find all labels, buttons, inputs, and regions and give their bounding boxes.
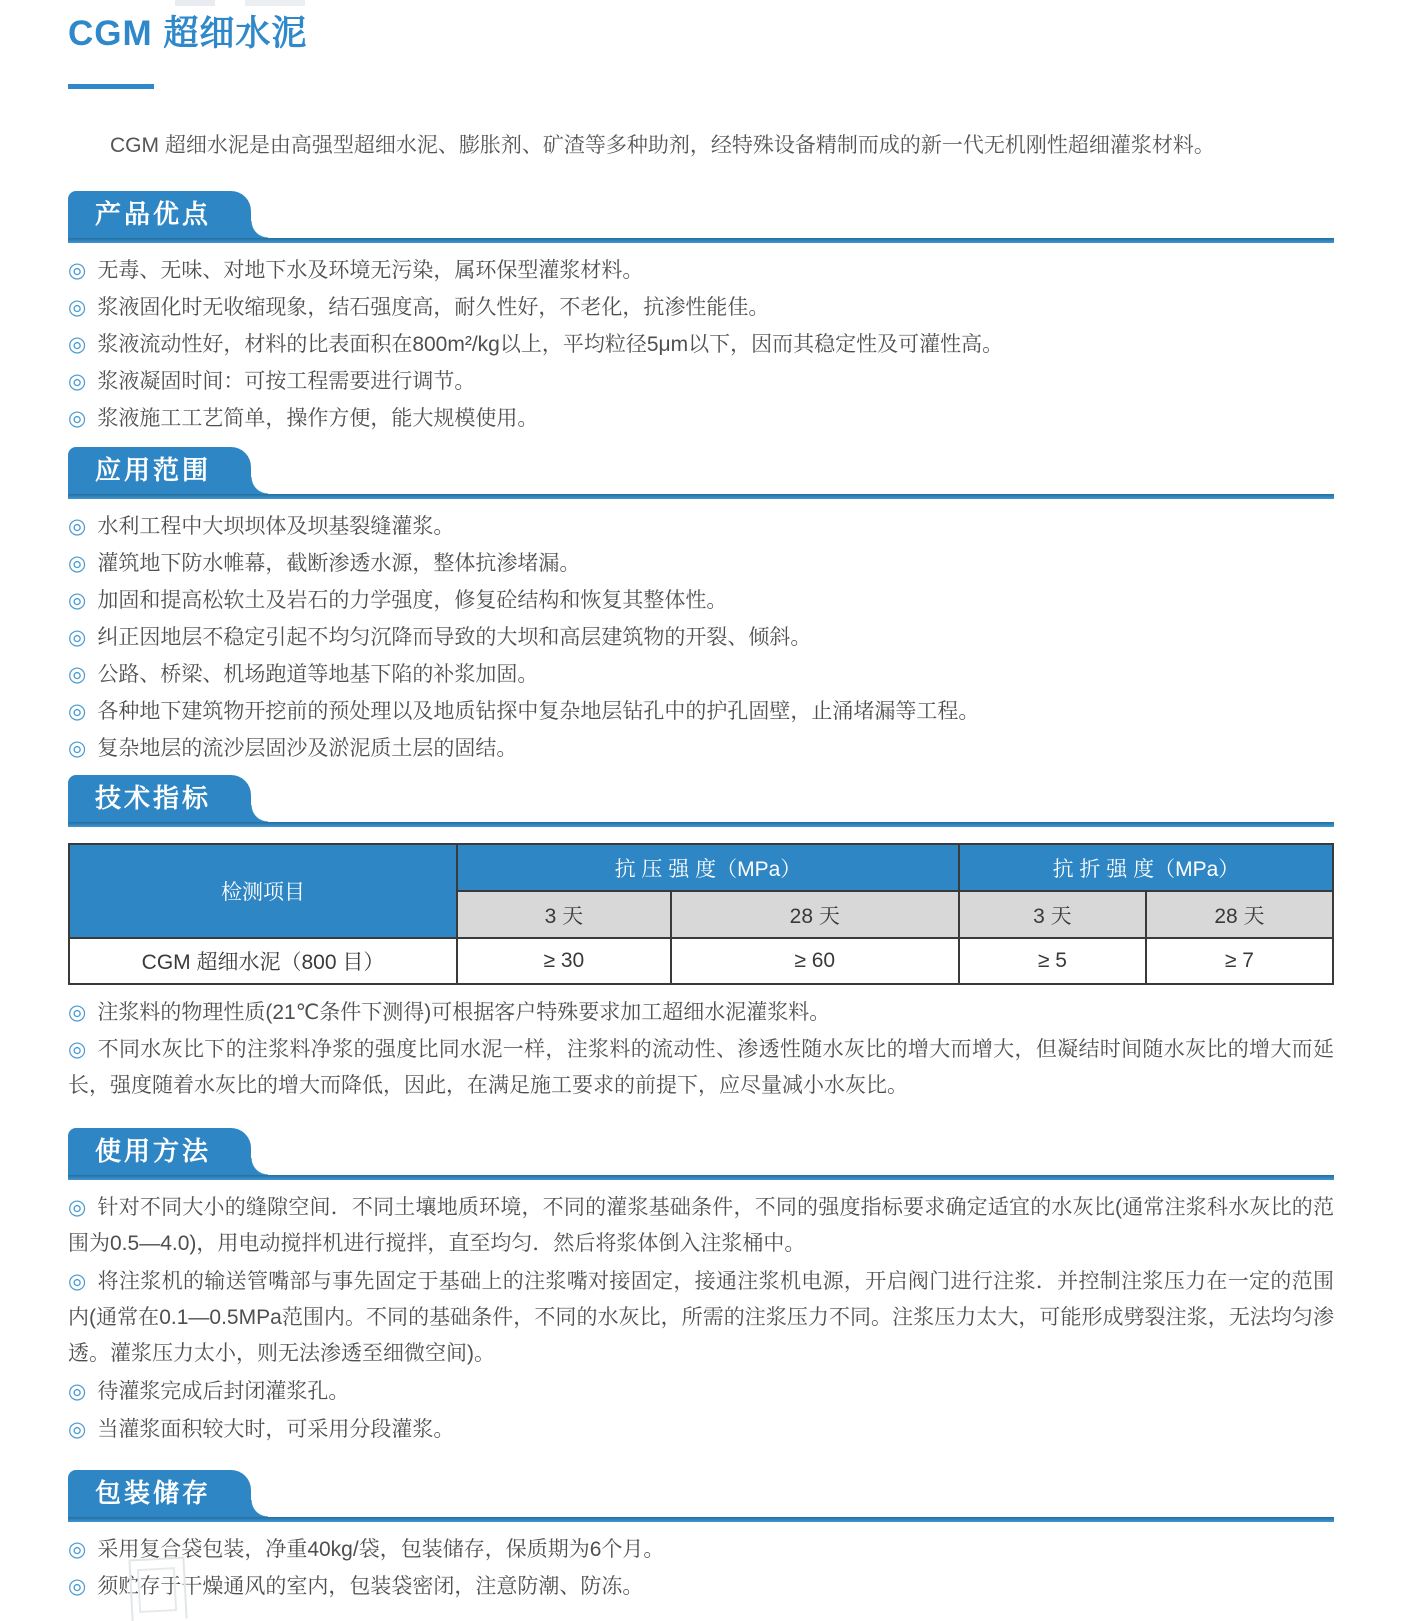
section-rule <box>68 1517 1334 1522</box>
spec-notes-list <box>68 995 1334 1104</box>
bullet-icon: ◎ <box>68 737 87 760</box>
section-header <box>68 191 1334 238</box>
bullet-icon: ◎ <box>68 259 87 282</box>
bullet-icon: ◎ <box>68 515 87 538</box>
spec-col-item-header: 检测项目 <box>69 844 457 938</box>
bullet-icon: ◎ <box>68 1038 87 1061</box>
section-rule <box>68 822 1334 827</box>
bullet-icon: ◎ <box>68 1001 87 1024</box>
cropped-top-artifact <box>175 0 325 6</box>
section-storage <box>68 1470 1334 1605</box>
list-item <box>68 620 1334 656</box>
list-item-text: 加固和提高松软土及岩石的力学强度，修复砼结构和恢复其整体性。 <box>97 589 728 612</box>
list-item <box>68 401 1334 437</box>
section-heading-tab <box>68 191 251 238</box>
section-heading-text: 包装储存 <box>95 1478 212 1508</box>
spec-value-cell: ≥ 60 <box>671 938 959 984</box>
list-item <box>68 509 1334 545</box>
page-title: CGM 超细水泥 <box>68 14 308 53</box>
bullet-icon: ◎ <box>68 589 87 612</box>
bullet-icon: ◎ <box>68 1538 87 1561</box>
section-heading-text: 技术指标 <box>95 783 212 813</box>
list-item <box>68 731 1334 767</box>
bullet-icon: ◎ <box>68 1380 87 1403</box>
list-item-text: 复杂地层的流沙层固沙及淤泥质土层的固结。 <box>97 737 518 760</box>
list-item-text: 各种地下建筑物开挖前的预处理以及地质钻探中复杂地层钻孔中的护孔固壁，止涌堵漏等工程。 <box>97 700 980 723</box>
section-heading-tab <box>68 775 251 822</box>
section-heading-text: 使用方法 <box>95 1136 212 1166</box>
list-item <box>68 1532 1334 1568</box>
spec-subheader-cell: 28 天 <box>671 891 959 938</box>
bullet-icon: ◎ <box>68 370 87 393</box>
storage-list <box>68 1532 1334 1605</box>
bullet-icon: ◎ <box>68 626 87 649</box>
list-item-text: 水利工程中大坝坝体及坝基裂缝灌浆。 <box>97 515 455 538</box>
bullet-icon: ◎ <box>68 700 87 723</box>
bullet-icon: ◎ <box>68 296 87 319</box>
list-item <box>68 1264 1334 1372</box>
spec-subheader-cell: 3 天 <box>959 891 1146 938</box>
section-heading-tab <box>68 1470 251 1517</box>
bullet-icon: ◎ <box>68 552 87 575</box>
watermark-bag-graphic <box>128 1557 187 1621</box>
section-heading-tab <box>68 1128 251 1175</box>
section-heading-tab <box>68 447 251 494</box>
list-item-text: 待灌浆完成后封闭灌浆孔。 <box>97 1380 350 1403</box>
list-item-text: 浆液流动性好，材料的比表面积在800m²/kg以上，平均粒径5μm以下，因而其稳定性及可灌性高。 <box>97 333 1004 356</box>
list-item-text: 浆液凝固时间：可按工程需要进行调节。 <box>97 370 476 393</box>
list-item-text: 公路、桥梁、机场跑道等地基下陷的补浆加固。 <box>97 663 539 686</box>
list-item <box>68 364 1334 400</box>
usage-list <box>68 1190 1334 1448</box>
bullet-icon: ◎ <box>68 1418 87 1441</box>
intro-paragraph: CGM 超细水泥是由高强型超细水泥、膨胀剂、矿渣等多种助剂，经特殊设备精制而成的新一代无机刚性超细灌浆材料。 <box>110 134 1215 157</box>
spec-table-data-row <box>69 938 1333 984</box>
section-header <box>68 1470 1334 1517</box>
spec-row-name: CGM 超细水泥（800 目） <box>69 938 457 984</box>
list-item <box>68 995 1334 1031</box>
list-item-text: 注浆料的物理性质(21℃条件下测得)可根据客户特殊要求加工超细水泥灌浆料。 <box>97 1001 831 1024</box>
list-item-text: 须贮存于干燥通风的室内，包装袋密闭，注意防潮、防冻。 <box>97 1575 644 1598</box>
spec-subheader-cell: 28 天 <box>1146 891 1333 938</box>
advantages-list <box>68 253 1334 437</box>
list-item-text: 不同水灰比下的注浆料净浆的强度比同水泥一样，注浆料的流动性、渗透性随水灰比的增大而增大，但凝结时间随水灰比的增大而延长，强度随着水灰比的增大而降低，因此，在满足施工要求的前提下，应尽量减小水灰比。 <box>68 1038 1335 1097</box>
list-item <box>68 694 1334 730</box>
list-item-text: 采用复合袋包装，净重40kg/袋，包装储存，保质期为6个月。 <box>97 1538 665 1561</box>
list-item <box>68 1374 1334 1410</box>
spec-value-cell: ≥ 7 <box>1146 938 1333 984</box>
section-header <box>68 1128 1334 1175</box>
list-item-text: 当灌浆面积较大时，可采用分段灌浆。 <box>97 1418 455 1441</box>
bullet-icon: ◎ <box>68 1270 87 1293</box>
list-item <box>68 1190 1334 1262</box>
spec-subheader-cell: 3 天 <box>457 891 671 938</box>
list-item-text: 浆液施工工艺简单，操作方便，能大规模使用。 <box>97 407 539 430</box>
applications-list <box>68 509 1334 767</box>
section-usage <box>68 1128 1334 1448</box>
list-item <box>68 657 1334 693</box>
bullet-icon: ◎ <box>68 333 87 356</box>
list-item-text: 将注浆机的输送管嘴部与事先固定于基础上的注浆嘴对接固定，接通注浆机电源，开启阀门进行注浆．并控制注浆压力在一定的范围内(通常在0.1—0.5MPa范围内。不同的基础条件，不同的水灰比，所需的注浆压力不同。注浆压力太大，可能形成劈裂注浆，无法均匀渗透。灌浆压力太小，则无法渗透至细微空间)。 <box>68 1270 1335 1365</box>
section-applications <box>68 447 1334 767</box>
spec-value-cell: ≥ 30 <box>457 938 671 984</box>
list-item <box>68 290 1334 326</box>
spec-table-header-row <box>69 844 1333 891</box>
spec-group-flexural: 抗 折 强 度（MPa） <box>959 844 1333 891</box>
section-specs <box>68 775 1334 1104</box>
bullet-icon: ◎ <box>68 1575 87 1598</box>
spec-table <box>68 843 1334 985</box>
list-item <box>68 253 1334 289</box>
list-item-text: 浆液固化时无收缩现象，结石强度高，耐久性好，不老化，抗渗性能佳。 <box>97 296 770 319</box>
section-heading-text: 应用范围 <box>95 455 212 485</box>
spec-group-compressive: 抗 压 强 度（MPa） <box>457 844 959 891</box>
list-item <box>68 1412 1334 1448</box>
section-advantages <box>68 191 1334 437</box>
section-header <box>68 775 1334 822</box>
list-item <box>68 546 1334 582</box>
section-rule <box>68 494 1334 499</box>
title-underline <box>68 84 154 89</box>
section-heading-text: 产品优点 <box>95 199 212 229</box>
bullet-icon: ◎ <box>68 407 87 430</box>
spec-value-cell: ≥ 5 <box>959 938 1146 984</box>
list-item-text: 无毒、无味、对地下水及环境无污染，属环保型灌浆材料。 <box>97 259 644 282</box>
bullet-icon: ◎ <box>68 663 87 686</box>
list-item <box>68 327 1334 363</box>
list-item <box>68 583 1334 619</box>
list-item-text: 针对不同大小的缝隙空间．不同土壤地质环境，不同的灌浆基础条件，不同的强度指标要求确定适宜的水灰比(通常注浆科水灰比的范围为0.5—4.0)，用电动搅拌机进行搅拌，直至均匀．然后将浆体倒入注浆桶中。 <box>68 1196 1334 1255</box>
section-rule <box>68 1175 1334 1180</box>
bullet-icon: ◎ <box>68 1196 87 1219</box>
list-item-text: 灌筑地下防水帷幕，截断渗透水源，整体抗渗堵漏。 <box>97 552 581 575</box>
section-header <box>68 447 1334 494</box>
list-item-text: 纠正因地层不稳定引起不均匀沉降而导致的大坝和高层建筑物的开裂、倾斜。 <box>97 626 812 649</box>
list-item <box>68 1032 1334 1104</box>
section-rule <box>68 238 1334 243</box>
